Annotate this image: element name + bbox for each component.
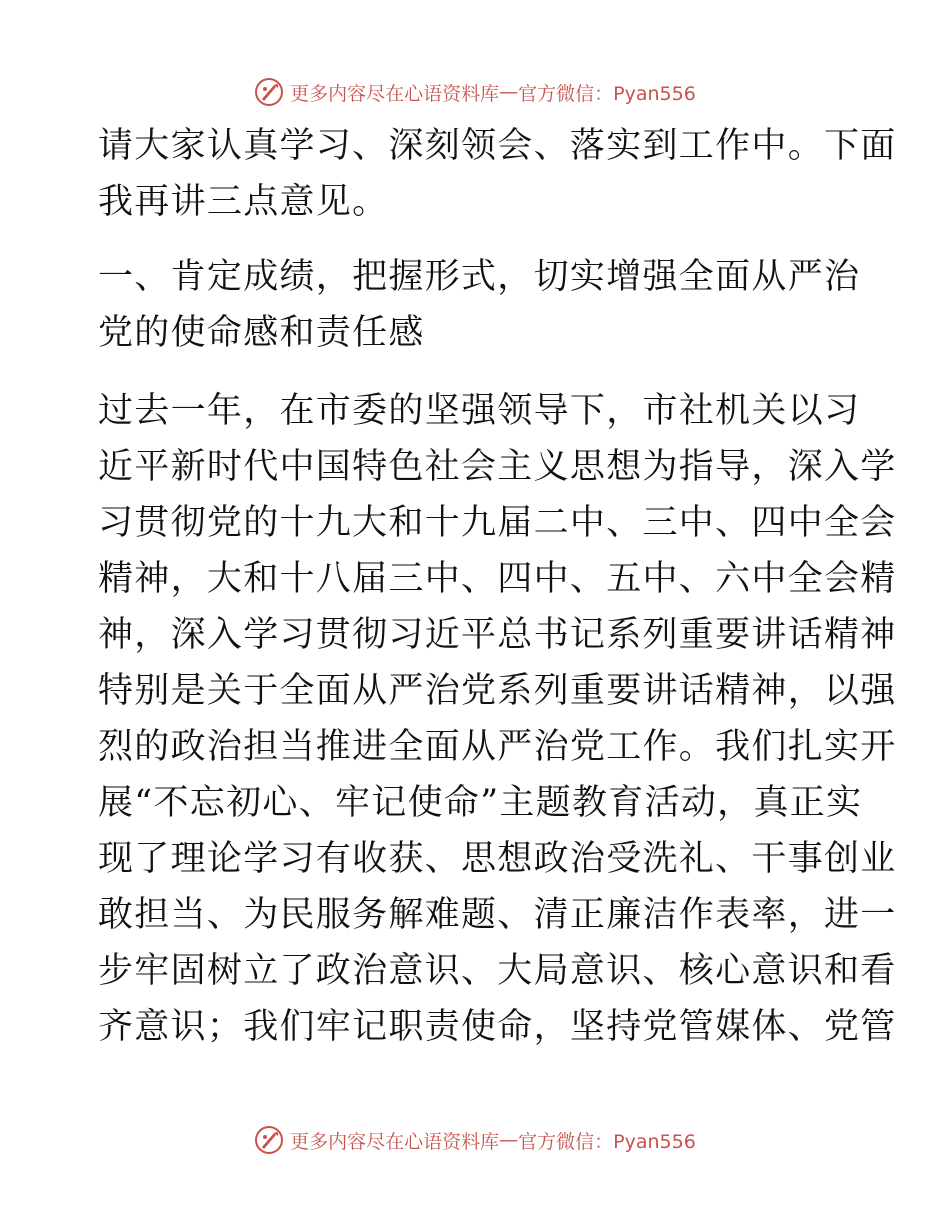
intro-line: 我再讲三点意见。 (98, 182, 389, 222)
header-watermark (0, 72, 950, 112)
body-line: 敢担当、为民服务解难题、清正廉洁作表率，进一 (98, 895, 897, 935)
body-line: 步牢固树立了政治意识、大局意识、核心意识和看 (98, 951, 897, 991)
body-line: 习贯彻党的十九大和十九届二中、三中、四中全会 (98, 503, 897, 543)
quill-logo-icon (254, 1125, 284, 1155)
watermark-suffix: 官方微信：Pyan556 (518, 1130, 696, 1153)
body-line: 特别是关于全面从严治党系列重要讲话精神，以强 (98, 671, 897, 711)
watermark-text: 更多内容尽在心语资料库 (290, 82, 500, 105)
body-line: 神，深入学习贯彻习近平总书记系列重要讲话精神 (98, 615, 897, 655)
watermark-text: 更多内容尽在心语资料库 (290, 1130, 500, 1153)
body-line: 精神，大和十八届三中、四中、五中、六中全会精 (98, 559, 897, 599)
section-heading-line: 党的使命感和责任感 (98, 313, 425, 353)
body-line: 齐意识；我们牢记职责使命，坚持党管媒体、党管 (98, 1007, 897, 1047)
watermark-dash: — (499, 1129, 519, 1151)
body-line: 现了理论学习有收获、思想政治受洗礼、干事创业 (98, 839, 897, 879)
intro-line: 请大家认真学习、深刻领会、落实到工作中。下面 (98, 126, 897, 166)
section-heading-line: 一、肯定成绩，把握形式，切实增强全面从严治 (98, 257, 861, 297)
body-line: 过去一年，在市委的坚强领导下，市社机关以习 (98, 391, 861, 431)
body-line: 近平新时代中国特色社会主义思想为指导，深入学 (98, 447, 897, 487)
document-body (98, 118, 897, 1055)
body-line: 展“不忘初心、牢记使命”主题教育活动，真正实 (98, 783, 863, 823)
watermark-suffix: 官方微信：Pyan556 (518, 82, 696, 105)
body-line: 烈的政治担当推进全面从严治党工作。我们扎实开 (98, 727, 897, 767)
quill-logo-icon (254, 77, 284, 107)
footer-watermark (0, 1120, 950, 1160)
watermark-dash: — (499, 81, 519, 103)
